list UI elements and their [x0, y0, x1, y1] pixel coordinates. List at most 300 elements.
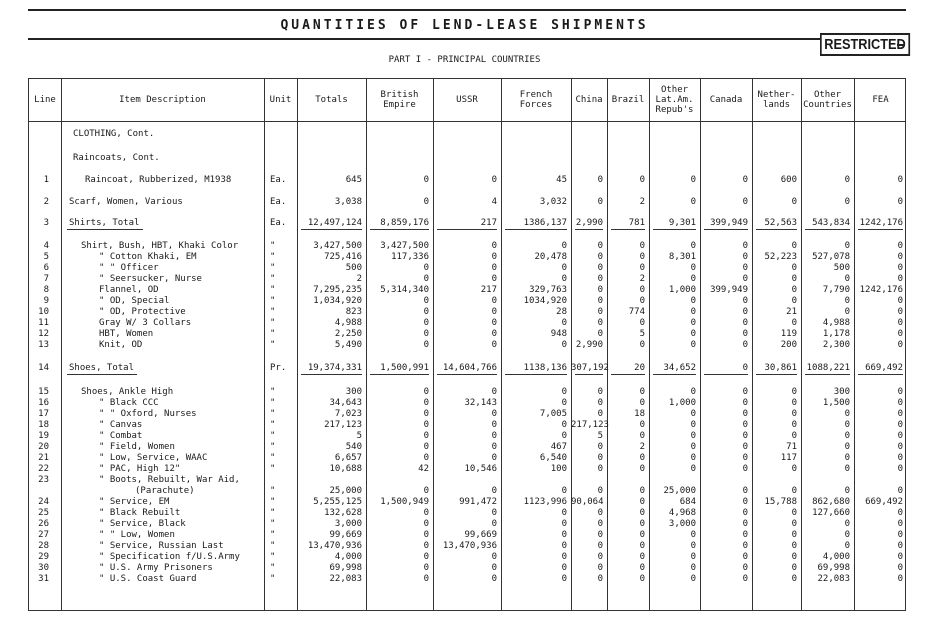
total-underline [370, 374, 429, 375]
row-unit: " [270, 508, 276, 518]
row-value: 0 [491, 519, 497, 529]
row-value: 22,083 [329, 574, 362, 584]
row-unit: " [270, 574, 276, 584]
row-value: 20 [634, 363, 645, 373]
row-value: 0 [597, 263, 603, 273]
row-value: 0 [791, 241, 797, 251]
row-value: 948 [550, 329, 567, 339]
row-value: 0 [742, 263, 748, 273]
row-description: " Specification f/U.S.Army [99, 552, 240, 562]
row-value: 0 [897, 340, 903, 350]
row-value: 6,540 [539, 453, 567, 463]
row-line-number: 16 [38, 398, 49, 408]
row-value: 7,023 [334, 409, 362, 419]
row-value: 0 [844, 307, 850, 317]
row-value: 0 [597, 329, 603, 339]
row-value: 217 [480, 218, 497, 228]
row-value: 0 [423, 197, 429, 207]
row-value: 0 [742, 508, 748, 518]
column-header: Other Lat.Am. Repub's [655, 85, 694, 115]
row-value: 0 [597, 442, 603, 452]
row-value: 0 [690, 387, 696, 397]
row-value: 0 [742, 197, 748, 207]
row-line-number: 1 [43, 175, 49, 185]
row-value: 0 [742, 530, 748, 540]
row-value: 0 [639, 541, 645, 551]
row-value: 781 [628, 218, 645, 228]
row-value: 0 [690, 197, 696, 207]
row-value: 45 [556, 175, 567, 185]
row-description: Scarf, Women, Various [69, 197, 183, 207]
total-underline [704, 374, 748, 375]
row-value: 4,968 [668, 508, 696, 518]
row-value: 1,034,920 [313, 296, 362, 306]
row-value: 0 [690, 175, 696, 185]
row-description: " U.S. Army Prisoners [99, 563, 213, 573]
row-value: 0 [742, 241, 748, 251]
row-value: 669,492 [865, 497, 903, 507]
row-unit: " [270, 285, 276, 295]
row-unit: " [270, 563, 276, 573]
row-description: " Low, Service, WAAC [99, 453, 208, 463]
column-header: British Empire [380, 90, 419, 110]
row-value: 0 [597, 508, 603, 518]
row-value: 0 [791, 285, 797, 295]
row-value: 0 [690, 329, 696, 339]
row-value: 0 [690, 442, 696, 452]
row-value: 0 [423, 442, 429, 452]
row-value: 15,788 [764, 497, 797, 507]
row-line-number: 6 [43, 263, 49, 273]
row-value: 0 [897, 307, 903, 317]
row-value: 0 [844, 274, 850, 284]
row-value: 0 [897, 296, 903, 306]
row-value: 0 [639, 530, 645, 540]
row-line-number: 23 [38, 475, 49, 485]
row-value: 0 [639, 387, 645, 397]
table-header [29, 79, 905, 122]
row-value: 0 [639, 175, 645, 185]
row-value: 0 [897, 541, 903, 551]
column-header: Unit [269, 95, 292, 105]
row-unit: " [270, 329, 276, 339]
row-line-number: 27 [38, 530, 49, 540]
row-value: 500 [833, 263, 850, 273]
row-value: 0 [639, 497, 645, 507]
row-unit: " [270, 541, 276, 551]
row-value: 0 [561, 398, 567, 408]
section-heading-raincoats: Raincoats, Cont. [73, 153, 160, 163]
row-value: 0 [742, 497, 748, 507]
row-value: 669,492 [865, 363, 903, 373]
row-value: 3,038 [334, 197, 362, 207]
row-value: 0 [897, 175, 903, 185]
row-value: 1,000 [668, 285, 696, 295]
row-line-number: 14 [38, 363, 49, 373]
row-value: 467 [550, 442, 567, 452]
row-value: 0 [844, 409, 850, 419]
row-value: 0 [423, 420, 429, 430]
row-value: 9,301 [668, 218, 696, 228]
row-value: 0 [897, 519, 903, 529]
row-value: 117,336 [391, 252, 429, 262]
row-value: 307,192 [571, 363, 609, 373]
row-value: 217,123 [324, 420, 362, 430]
row-value: 0 [742, 420, 748, 430]
total-underline [756, 229, 797, 230]
row-value: 0 [491, 296, 497, 306]
row-value: 0 [690, 541, 696, 551]
row-value: 42 [418, 464, 429, 474]
row-value: 0 [742, 318, 748, 328]
row-value: 0 [897, 453, 903, 463]
row-description: Gray W/ 3 Collars [99, 318, 192, 328]
row-value: 0 [639, 486, 645, 496]
row-value: 0 [897, 387, 903, 397]
row-value: 0 [690, 431, 696, 441]
row-line-number: 20 [38, 442, 49, 452]
row-value: 0 [844, 431, 850, 441]
row-value: 0 [639, 263, 645, 273]
row-value: 0 [423, 563, 429, 573]
row-value: 0 [690, 530, 696, 540]
row-value: 0 [423, 398, 429, 408]
row-value: 774 [628, 307, 645, 317]
row-value: 0 [690, 307, 696, 317]
row-value: 0 [742, 252, 748, 262]
row-description: " Field, Women [99, 442, 175, 452]
row-line-number: 26 [38, 519, 49, 529]
row-value: 0 [491, 574, 497, 584]
row-value: 0 [491, 420, 497, 430]
row-value: 0 [423, 175, 429, 185]
row-unit: " [270, 519, 276, 529]
row-value: 0 [423, 329, 429, 339]
row-value: 1138,136 [523, 363, 567, 373]
row-value: 0 [639, 453, 645, 463]
top-rule [28, 9, 906, 11]
row-unit: Pr. [270, 363, 287, 373]
row-value: 28 [556, 307, 567, 317]
row-value: 300 [833, 387, 850, 397]
row-value: 0 [491, 442, 497, 452]
row-value: 0 [791, 574, 797, 584]
row-value: 0 [791, 563, 797, 573]
row-value: 0 [423, 552, 429, 562]
row-value: 0 [897, 420, 903, 430]
row-value: 0 [561, 263, 567, 273]
row-value: 0 [742, 442, 748, 452]
row-value: 0 [897, 552, 903, 562]
total-underline [704, 229, 748, 230]
row-value: 0 [639, 318, 645, 328]
row-line-number: 10 [38, 307, 49, 317]
row-value: 543,834 [812, 218, 850, 228]
row-value: 0 [897, 252, 903, 262]
row-value: 0 [791, 431, 797, 441]
row-value: 52,223 [764, 252, 797, 262]
column-header: Nether- lands [757, 90, 796, 110]
row-value: 0 [844, 175, 850, 185]
row-description: " OD, Special [99, 296, 170, 306]
row-description: " " Oxford, Nurses [99, 409, 197, 419]
row-value: 0 [791, 274, 797, 284]
total-underline [301, 374, 362, 375]
row-description: " Black CCC [99, 398, 159, 408]
section-heading-clothing: CLOTHING, Cont. [73, 129, 155, 139]
row-value: 0 [491, 252, 497, 262]
row-value: 7,295,235 [313, 285, 362, 295]
row-value: 0 [844, 420, 850, 430]
row-line-number: 18 [38, 420, 49, 430]
row-value: 0 [639, 563, 645, 573]
column-header: French Forces [519, 90, 553, 110]
column-header: China [575, 95, 603, 105]
row-description: " " Low, Women [99, 530, 175, 540]
row-value: 0 [491, 263, 497, 273]
row-description: " Service, Black [99, 519, 186, 529]
row-value: 0 [491, 274, 497, 284]
column-header: USSR [456, 95, 478, 105]
row-value: 399,949 [710, 285, 748, 295]
row-value: 0 [639, 340, 645, 350]
total-underline [67, 374, 137, 375]
row-value: 0 [597, 252, 603, 262]
row-value: 0 [561, 420, 567, 430]
row-line-number: 21 [38, 453, 49, 463]
column-header: FEA [872, 95, 889, 105]
row-unit: " [270, 387, 276, 397]
row-value: 1088,221 [806, 363, 850, 373]
column-header: Brazil [611, 95, 645, 105]
total-underline [437, 229, 497, 230]
row-line-number: 11 [38, 318, 49, 328]
row-value: 117 [780, 453, 797, 463]
row-value: 0 [742, 307, 748, 317]
row-value: 0 [690, 340, 696, 350]
row-value: 5,255,125 [313, 497, 362, 507]
row-value: 725,416 [324, 252, 362, 262]
row-description: " Boots, Rebuilt, War Aid, [99, 475, 240, 485]
row-value: 0 [597, 296, 603, 306]
row-value: 132,628 [324, 508, 362, 518]
title-rule [28, 38, 820, 40]
row-unit: " [270, 263, 276, 273]
total-underline [575, 229, 603, 230]
row-value: 4,000 [334, 552, 362, 562]
row-value: 21 [786, 307, 797, 317]
row-value: 0 [423, 409, 429, 419]
row-value: 0 [742, 296, 748, 306]
row-value: 0 [639, 464, 645, 474]
row-value: 217,123 [571, 420, 609, 430]
row-value: 0 [561, 387, 567, 397]
row-value: 0 [897, 398, 903, 408]
row-value: 52,563 [764, 218, 797, 228]
row-value: 0 [423, 263, 429, 273]
row-value: 0 [423, 431, 429, 441]
total-underline [370, 229, 429, 230]
row-value: 0 [690, 552, 696, 562]
row-value: 0 [639, 296, 645, 306]
row-value: 7,005 [539, 409, 567, 419]
row-value: 329,763 [529, 285, 567, 295]
row-value: 5,490 [334, 340, 362, 350]
total-underline [756, 374, 797, 375]
row-value: 99,669 [329, 530, 362, 540]
row-value: 645 [345, 175, 362, 185]
row-value: 2 [639, 274, 645, 284]
row-line-number: 4 [43, 241, 49, 251]
row-value: 8,859,176 [380, 218, 429, 228]
row-value: 0 [791, 398, 797, 408]
row-value: 0 [491, 318, 497, 328]
row-description: " Service, Russian Last [99, 541, 224, 551]
row-unit: " [270, 420, 276, 430]
row-value: 862,680 [812, 497, 850, 507]
row-value: 0 [791, 464, 797, 474]
row-line-number: 28 [38, 541, 49, 551]
total-underline [858, 374, 903, 375]
row-value: 0 [491, 329, 497, 339]
row-value: 0 [897, 508, 903, 518]
row-value: 0 [897, 563, 903, 573]
row-value: 3,032 [539, 197, 567, 207]
row-value: 22,083 [817, 574, 850, 584]
stamp-dash [897, 44, 905, 46]
column-header: Item Description [119, 95, 206, 105]
total-underline [575, 374, 603, 375]
column-divider [264, 79, 265, 610]
row-value: 4,988 [334, 318, 362, 328]
row-description: " " Officer [99, 263, 159, 273]
row-value: 527,078 [812, 252, 850, 262]
page-title: QUANTITIES OF LEND-LEASE SHIPMENTS [280, 18, 649, 33]
row-value: 540 [345, 442, 362, 452]
row-value: 0 [597, 530, 603, 540]
row-value: 0 [423, 508, 429, 518]
row-value: 0 [791, 508, 797, 518]
row-value: 0 [690, 241, 696, 251]
row-value: 0 [844, 241, 850, 251]
row-description: " Cotton Khaki, EM [99, 252, 197, 262]
row-value: 0 [561, 563, 567, 573]
row-value: 0 [791, 263, 797, 273]
row-value: 0 [897, 442, 903, 452]
total-underline [653, 229, 696, 230]
row-value: 0 [639, 574, 645, 584]
row-value: 13,470,936 [442, 541, 497, 551]
row-value: 0 [897, 263, 903, 273]
row-value: 0 [491, 563, 497, 573]
row-description: " Seersucker, Nurse [99, 274, 202, 284]
row-description: " Canvas [99, 420, 143, 430]
row-value: 6,657 [334, 453, 362, 463]
row-value: 4 [491, 197, 497, 207]
row-value: 1,500 [822, 398, 850, 408]
row-unit: " [270, 307, 276, 317]
row-value: 8,301 [668, 252, 696, 262]
row-value: 0 [597, 318, 603, 328]
row-unit: " [270, 274, 276, 284]
row-value: 1,500,991 [380, 363, 429, 373]
row-unit: Ea. [270, 218, 287, 228]
row-value: 0 [639, 241, 645, 251]
total-underline [805, 374, 850, 375]
row-value: 0 [742, 340, 748, 350]
row-value: 0 [597, 274, 603, 284]
row-value: 0 [897, 409, 903, 419]
row-value: 500 [345, 263, 362, 273]
row-value: 3,427,500 [380, 241, 429, 251]
row-value: 14,604,766 [442, 363, 497, 373]
column-header: Line [34, 95, 56, 105]
row-value: 0 [897, 329, 903, 339]
row-unit: Ea. [270, 197, 287, 207]
row-line-number: 19 [38, 431, 49, 441]
row-value: 0 [423, 541, 429, 551]
row-value: 0 [844, 464, 850, 474]
shipments-table [28, 78, 906, 611]
row-value: 0 [423, 519, 429, 529]
row-value: 0 [742, 574, 748, 584]
row-value: 0 [561, 574, 567, 584]
row-value: 0 [597, 398, 603, 408]
row-value: 5,314,340 [380, 285, 429, 295]
row-unit: " [270, 296, 276, 306]
row-value: 1,000 [668, 398, 696, 408]
row-line-number: 5 [43, 252, 49, 262]
row-value: 0 [423, 274, 429, 284]
row-value: 0 [561, 486, 567, 496]
row-value: 0 [491, 552, 497, 562]
row-value: 0 [742, 175, 748, 185]
row-value: 0 [791, 530, 797, 540]
row-value: 0 [690, 409, 696, 419]
row-value: 34,643 [329, 398, 362, 408]
row-value: 0 [639, 552, 645, 562]
row-value: 0 [561, 541, 567, 551]
row-description: HBT, Women [99, 329, 154, 339]
row-value: 3,427,500 [313, 241, 362, 251]
row-value: 0 [791, 296, 797, 306]
row-line-number: 29 [38, 552, 49, 562]
row-value: 1,178 [822, 329, 850, 339]
row-value: 0 [597, 409, 603, 419]
row-value: 0 [791, 318, 797, 328]
row-value: 0 [742, 274, 748, 284]
column-header: Canada [709, 95, 743, 105]
row-description: Raincoat, Rubberized, M1938 [85, 175, 232, 185]
row-value: 0 [742, 486, 748, 496]
row-description: Shirts, Total [69, 218, 140, 228]
row-value: 0 [639, 252, 645, 262]
row-value: 0 [597, 307, 603, 317]
row-value: 0 [897, 241, 903, 251]
row-unit: " [270, 431, 276, 441]
row-value: 127,660 [812, 508, 850, 518]
row-unit: Ea. [270, 175, 287, 185]
row-unit: " [270, 241, 276, 251]
row-value: 100 [550, 464, 567, 474]
row-description: Shoes, Total [69, 363, 135, 373]
row-value: 2 [356, 274, 362, 284]
row-value: 0 [897, 530, 903, 540]
row-value: 0 [844, 530, 850, 540]
row-value: 0 [690, 263, 696, 273]
total-underline [437, 374, 497, 375]
row-value: 4,988 [822, 318, 850, 328]
